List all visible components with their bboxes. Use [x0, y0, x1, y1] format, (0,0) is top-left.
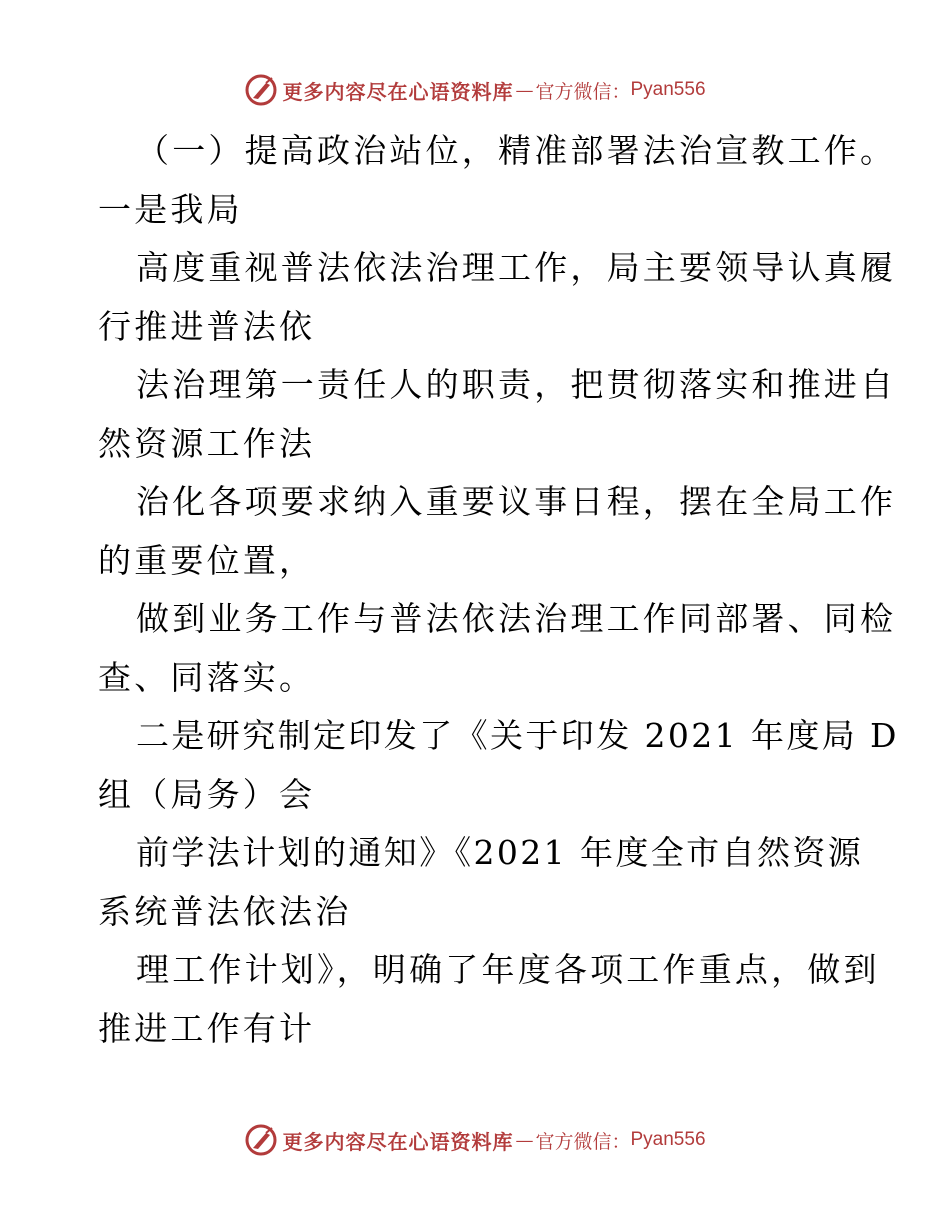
- paragraph-line: 法治理第一责任人的职责，把贯彻落实和推进自: [136, 365, 897, 404]
- paragraph-line: 组（局务）会: [98, 774, 316, 814]
- paragraph-line: 高度重视普法依法治理工作，局主要领导认真履: [136, 248, 897, 287]
- footer-watermark: [0, 1120, 950, 1160]
- quill-pen-logo-icon: [244, 1123, 278, 1157]
- paragraph-line: 做到业务工作与普法依法治理工作同部署、同检: [136, 599, 897, 638]
- paragraph-line: 的重要位置，: [98, 540, 316, 580]
- paragraph-line: 理工作计划》，明确了年度各项工作重点，做到: [136, 950, 880, 989]
- watermark-separator: —: [515, 1129, 534, 1151]
- quill-pen-logo-icon: [244, 73, 278, 107]
- paragraph-line: 行推进普法依: [98, 306, 316, 346]
- paragraph-line: 然资源工作法: [98, 423, 316, 463]
- header-watermark: [0, 70, 950, 110]
- paragraph-line: （一）提高政治站位，精准部署法治宣教工作。: [136, 131, 897, 170]
- paragraph-line: 一是我局: [98, 189, 243, 229]
- watermark-text: 更多内容尽在心语资料库: [282, 1129, 514, 1154]
- document-body: [98, 122, 899, 1058]
- watermark-wechat-id: Pyan556: [630, 79, 706, 100]
- watermark-text: 更多内容尽在心语资料库: [282, 79, 514, 104]
- paragraph-line: 前学法计划的通知》《2021 年度全市自然资源: [136, 833, 864, 872]
- watermark-wechat-id: Pyan556: [630, 1129, 706, 1150]
- watermark-wechat-label: 官方微信：: [535, 1130, 631, 1153]
- watermark-separator: —: [515, 79, 534, 101]
- paragraph-line: 查、同落实。: [98, 657, 316, 697]
- paragraph-line: 二是研究制定印发了《关于印发 2021 年度局 D: [136, 716, 899, 755]
- paragraph-line: 推进工作有计: [98, 1008, 316, 1048]
- paragraph-line: 系统普法依法治: [98, 891, 352, 931]
- paragraph-line: 治化各项要求纳入重要议事日程，摆在全局工作: [136, 482, 897, 521]
- watermark-wechat-label: 官方微信：: [535, 80, 631, 103]
